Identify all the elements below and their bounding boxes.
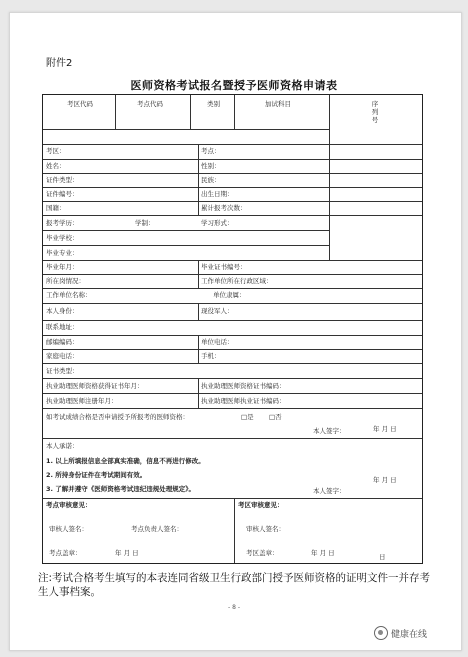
site-reviewer-sign: 审核人签名： [49,525,88,533]
field-nationality: 国籍： [46,204,66,212]
field-degree: 学制： [135,219,155,227]
field-exam-site: 考点： [201,147,221,155]
field-exam-area: 考区： [46,147,66,155]
header-site-code: 考点代码 [137,100,163,108]
area-reviewer-sign: 审核人签名： [246,525,285,533]
field-contact-address: 联系地址： [46,323,79,331]
form-title: 医师资格考试报名暨授予医师资格申请表 [130,79,338,92]
pledge-title: 本人承诺： [46,442,79,450]
wechat-logo-icon [374,626,388,640]
footer-note: 注:考试合格考生填写的本表连同省级卫生行政部门授予医师资格的证明文件一并存考生人事档案。 [38,572,431,598]
field-birth-date: 出生日期： [201,190,234,198]
field-school: 毕业学校： [46,234,79,242]
field-work-phone: 单位电话： [201,338,234,346]
site-head-sign: 考点负责人签名： [131,525,183,533]
field-work-status: 所在岗情况： [46,277,85,285]
field-id-number: 证件编号： [46,190,79,198]
pledge-item-1: 1. 以上所填报信息全部真实准确，信息不再进行修改。 [46,457,205,465]
field-grad-year: 毕业年月： [46,263,79,271]
field-military: 现役军人： [201,307,234,315]
field-study-mode: 学习形式： [201,219,234,227]
field-id-type: 证件类型： [46,176,79,184]
field-education: 报考学历： [46,219,79,227]
header-extra-subject: 加试科目 [265,100,291,108]
apply-no-checkbox[interactable]: □否 [269,413,282,421]
application-form [42,94,423,564]
field-employer-level: 单位隶属： [213,291,246,299]
field-grad-cert: 毕业证书编号： [201,263,247,271]
field-ethnicity: 民族： [201,176,221,184]
site-review-title: 考点审核意见： [46,501,92,509]
area-seal: 考区盖章： [246,549,279,557]
annex-label: 附件2 [46,58,73,69]
field-major: 毕业专业： [46,249,79,257]
pledge-item-3: 3. 了解并遵守《医师资格考试违纪违规处理规定》。 [46,485,196,493]
apply-yes-checkbox[interactable]: □是 [241,413,254,421]
field-name: 姓名： [46,162,66,170]
apply-date: 年 月 日 [373,425,397,433]
area-review-day: 日 [379,553,386,561]
field-exam-count: 累计报考次数： [201,204,247,212]
site-seal: 考点盖章： [49,549,82,557]
field-asst-reg-year: 执业助理医师注册年月： [46,397,118,405]
watermark [374,626,427,640]
field-asst-cert-year: 执业助理医师资格获得证书年月： [46,382,144,390]
field-asst-cert-no: 执业助理医师资格证书编码： [201,382,286,390]
area-review-date: 年 月 日 [311,549,335,557]
header-area-code: 考区代码 [67,100,93,108]
field-mobile: 手机： [201,352,221,360]
field-work-region: 工作单位所在行政区域： [201,277,273,285]
pledge-date: 年 月 日 [373,476,397,484]
pledge-item-2: 2. 所持身份证件在考试期间有效。 [46,471,147,479]
site-review-date: 年 月 日 [115,549,139,557]
field-asst-reg-no: 执业助理医师执业证书编码： [201,397,286,405]
header-serial: 序列号 [371,100,379,124]
field-cert-type: 证书类型： [46,367,79,375]
page-number: - 8 - [228,604,240,611]
field-employer: 工作单位名称： [46,291,92,299]
field-identity: 本人身份： [46,307,79,315]
watermark-text: 健康在线 [391,629,428,640]
apply-sign: 本人签字： [313,427,346,435]
field-gender: 性别： [201,162,221,170]
area-review-title: 考区审核意见： [238,501,284,509]
pledge-sign: 本人签字： [313,487,346,495]
field-home-phone: 家庭电话： [46,352,79,360]
header-category: 类别 [207,100,220,108]
field-postcode: 邮编编码： [46,338,79,346]
apply-question: 如考试成绩合格是否申请授予所报考的医师资格： [46,413,189,421]
